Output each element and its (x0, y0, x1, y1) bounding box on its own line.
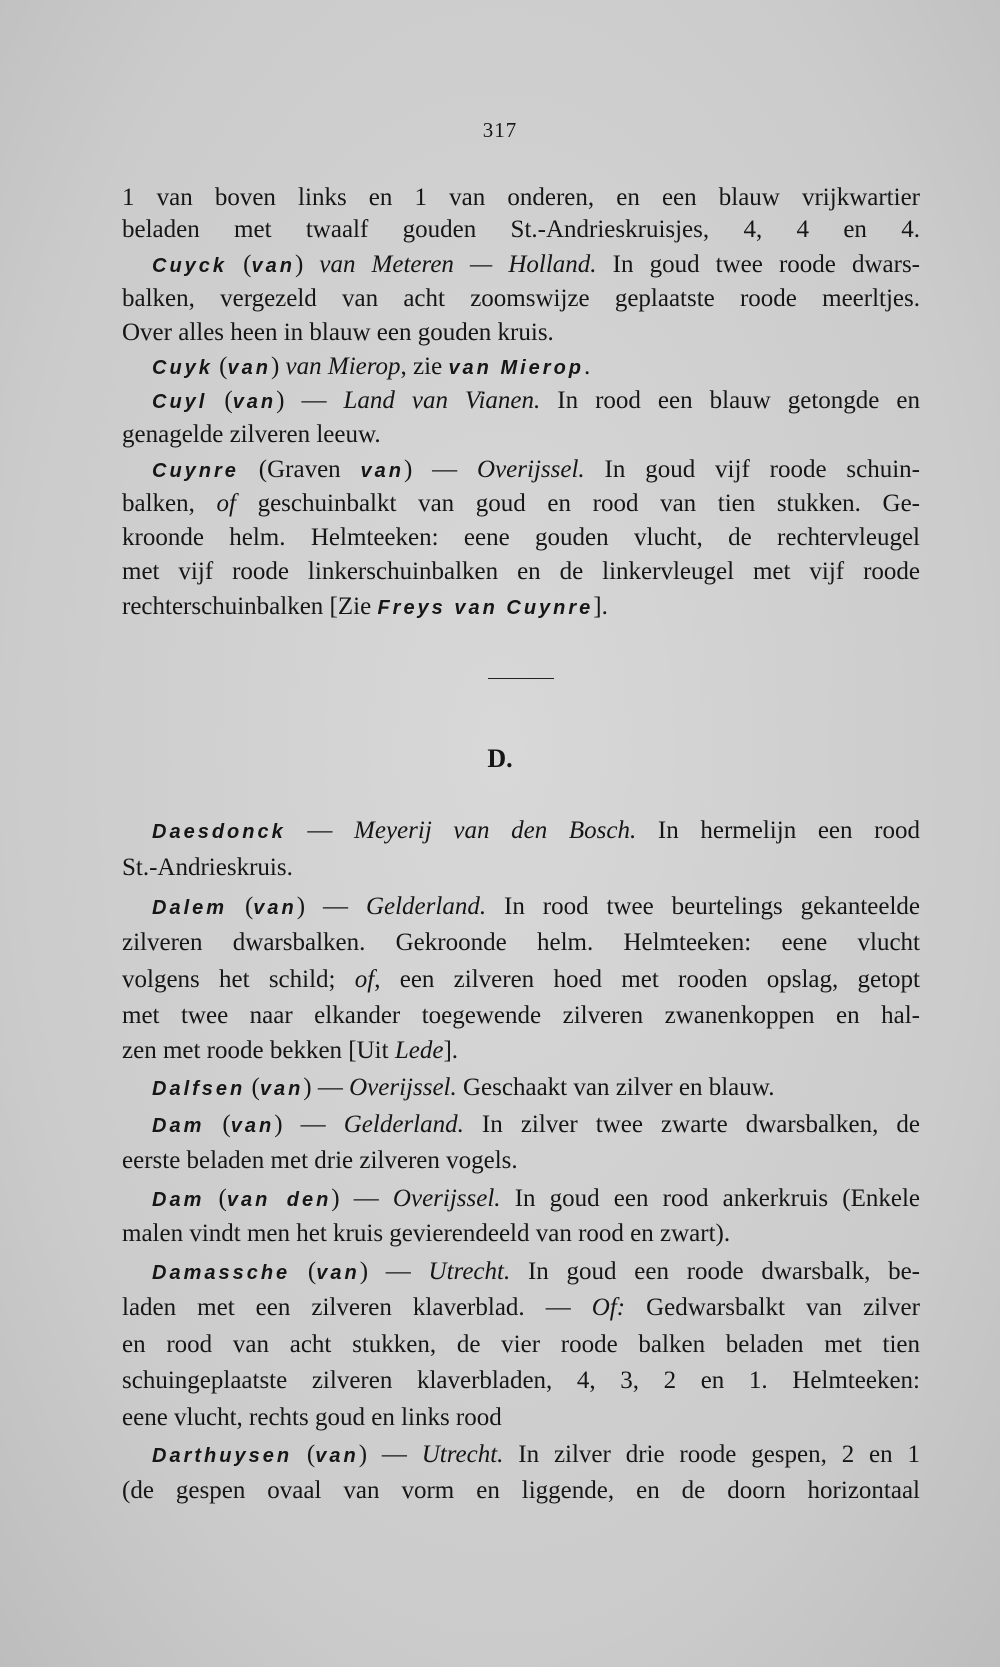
entry-cuyk: Cuyk (van) van Mierop, zie van Mierop. (152, 353, 591, 380)
entry-name: Dam (152, 1189, 205, 1211)
text-line: kroonde helm. Helmteeken: eene gouden vlucht, de rechtervleugel (122, 524, 920, 551)
text-line: zilveren dwarsbalken. Gekroonde helm. Helmteeken: eene vlucht (122, 929, 920, 956)
text-line: balken, of geschuinbalkt van goud en rood van tien stukken. Ge- (122, 490, 921, 517)
text-line: zen met roode bekken [Uit Lede]. (122, 1037, 459, 1064)
entry-dalem: Dalem (van) — Gelderland. In rood twee beurtelings gekanteelde (152, 893, 921, 920)
entry-name: Cuynre (152, 460, 239, 482)
entry-name: Cuyck (152, 255, 228, 277)
section-heading: D. (487, 744, 513, 773)
text-line: volgens het schild; of, een zilveren hoed met rooden opslag, getopt (122, 966, 920, 993)
entry-name: Dalem (152, 897, 228, 919)
entry-name: Darthuysen (152, 1445, 293, 1467)
text-line: malen vindt men het kruis gevierendeeld van rood en zwart). (122, 1220, 731, 1247)
text-line: 1 van boven links en 1 van onderen, en een blauw vrijkwartier (122, 184, 920, 211)
entry-dam-van-den: Dam (van den) — Overijssel. In goud een rood ankerkruis (Enkele (152, 1185, 920, 1212)
entry-name: Daesdonck (152, 821, 286, 843)
section-divider (488, 678, 554, 679)
entry-name: Cuyl (152, 391, 208, 413)
entry-name: Dam (152, 1115, 205, 1137)
entry-daesdonck: Daesdonck — Meyerij van den Bosch. In hermelijn een rood (152, 817, 921, 844)
entry-cuyck: Cuyck (van) van Meteren — Holland. In goud twee roode dwars- (152, 251, 921, 278)
text-line: genagelde zilveren leeuw. (122, 421, 381, 448)
text-line: balken, vergezeld van acht zoomswijze geplaatste roode meerltjes. (122, 285, 920, 312)
text-line: laden met een zilveren klaverblad. — Of: Gedwarsbalkt van zilver (122, 1294, 920, 1321)
entry-cuyl: Cuyl (van) — Land van Vianen. In rood een blauw getongde en (152, 387, 920, 414)
text-line: (de gespen ovaal van vorm en liggende, en de doorn horizontaal (122, 1477, 920, 1504)
text-line: eerste beladen met drie zilveren vogels. (122, 1147, 518, 1174)
text-line: en rood van acht stukken, de vier roode balken beladen met tien (122, 1331, 920, 1358)
entry-cuynre: Cuynre (Graven van) — Overijssel. In goud vijf roode schuin- (152, 456, 920, 483)
text-line: St.-Andrieskruis. (122, 854, 293, 881)
text-line: beladen met twaalf gouden St.-Andrieskruisjes, 4, 4 en 4. (122, 216, 920, 243)
text-line: met vijf roode linkerschuinbalken en de linkervleugel met vijf roode (122, 558, 920, 585)
entry-darthuysen: Darthuysen (van) — Utrecht. In zilver drie roode gespen, 2 en 1 (152, 1441, 921, 1468)
page-number: 317 (482, 118, 518, 142)
text-line: Over alles heen in blauw een gouden kruis. (122, 319, 554, 346)
entry-name: Damassche (152, 1262, 291, 1284)
text-line: schuingeplaatste zilveren klaverbladen, 4, 3, 2 en 1. Helmteeken: (122, 1367, 920, 1394)
entry-name: Dalfsen (152, 1078, 246, 1100)
text-line: eene vlucht, rechts goud en links rood (122, 1404, 502, 1431)
entry-dam: Dam (van) — Gelderland. In zilver twee zwarte dwarsbalken, de (152, 1111, 921, 1138)
text-line: rechterschuinbalken [Zie Freys van Cuynre]. (122, 593, 608, 620)
entry-dalfsen: Dalfsen (van) — Overijssel. Geschaakt van zilver en blauw. (152, 1074, 775, 1101)
entry-damassche: Damassche (van) — Utrecht. In goud een roode dwarsbalk, be- (152, 1258, 921, 1285)
entry-name: Cuyk (152, 357, 213, 379)
text-line: met twee naar elkander toegewende zilveren zwanenkoppen en hal- (122, 1002, 920, 1029)
